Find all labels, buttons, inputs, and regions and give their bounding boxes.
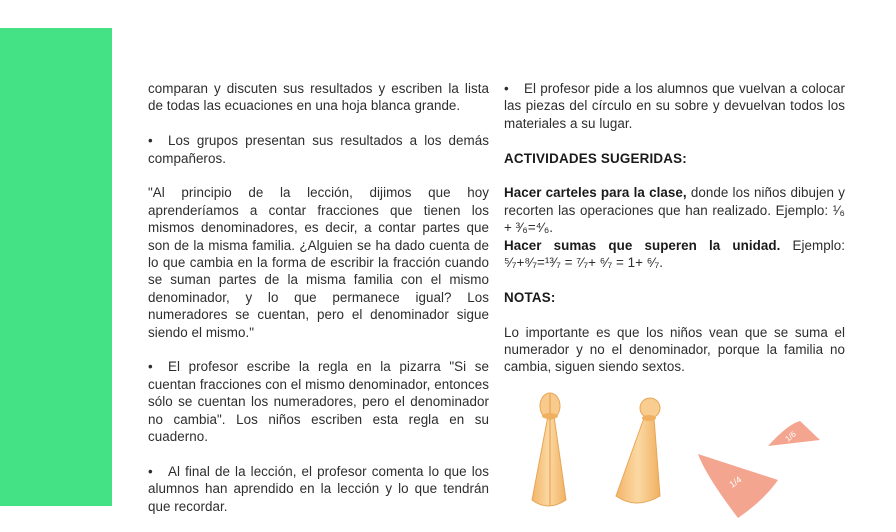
quote-paragraph: "Al principio de la lección, dijimos que hoy aprenderíamos a contar fracciones que tienen los mismos denominadores, es decir, a contar partes que son de la misma familia. ¿Alguien se ha dado cuenta de lo que cambia en la forma de escribir la fracción cuando se suman partes de la misma familia con el mismo denominador, y lo que permanece igual? Los numeradores se cuentan, pero el denominador sigue siendo el mismo." xyxy=(148,185,489,340)
piece-label-quarter: 1/4 xyxy=(727,474,744,490)
bullet-icon: • xyxy=(148,133,153,149)
bullet-icon: • xyxy=(148,463,153,479)
bullet-icon: • xyxy=(148,359,153,375)
paragraph-results: comparan y discuten sus resultados y escriben la lista de todas las ecuaciones en una hoja blanca grande. xyxy=(148,81,489,114)
pawn-right-icon xyxy=(616,398,660,503)
bullet-teacher-rule: • El profesor escribe la regla en la pizarra "Si se cuentan fracciones con el mismo denominador, entonces sólo se cuentan los numeradores, pero el denominador no cambia". Los niños escriben esta regla en su cuaderno. xyxy=(148,359,489,445)
left-column xyxy=(148,80,489,515)
bullet-icon: • xyxy=(504,81,509,96)
bullet-groups-present: • Los grupos presentan sus resultados a los demás compañeros. xyxy=(148,133,489,166)
pawn-left-icon xyxy=(532,393,566,506)
fraction-piece-quarter-icon xyxy=(698,454,778,518)
right-column xyxy=(504,80,845,376)
fraction-pieces-illustration xyxy=(520,388,850,523)
fraction-piece-sixth-icon xyxy=(768,421,820,446)
notes-paragraph: Lo importante es que los niños vean que se suma el numerador y no el denominador, porque la familia no cambia, siguen siendo sextos. xyxy=(504,324,845,375)
bullet-lesson-end: • Al final de la lección, el profesor comenta lo que los alumnos han aprendido en la lección y lo que tendrán que recordar. xyxy=(148,463,489,514)
heading-notes: NOTAS: xyxy=(504,289,556,305)
green-accent-bar xyxy=(0,28,112,506)
heading-activities: ACTIVIDADES SUGERIDAS: xyxy=(504,150,687,166)
piece-label-sixth: 1/6 xyxy=(783,429,798,444)
bullet-return-materials: • El profesor pide a los alumnos que vuelvan a colocar las piezas del círculo en su sobre y devuelvan todos los materiales a su lugar. xyxy=(504,81,845,131)
activity-sums: Hacer sumas que superen la unidad. Ejemplo: ⁵⁄₇+⁸⁄₇=¹³⁄₇ = ⁷⁄₇+ ⁶⁄₇ = 1+ ⁶⁄₇. xyxy=(504,237,845,271)
activity-posters: Hacer carteles para la clase, donde los niños dibujen y recorten las operaciones que han realizado. Ejemplo: ¹⁄₆ + ³⁄₆=⁴⁄₆. xyxy=(504,185,845,236)
